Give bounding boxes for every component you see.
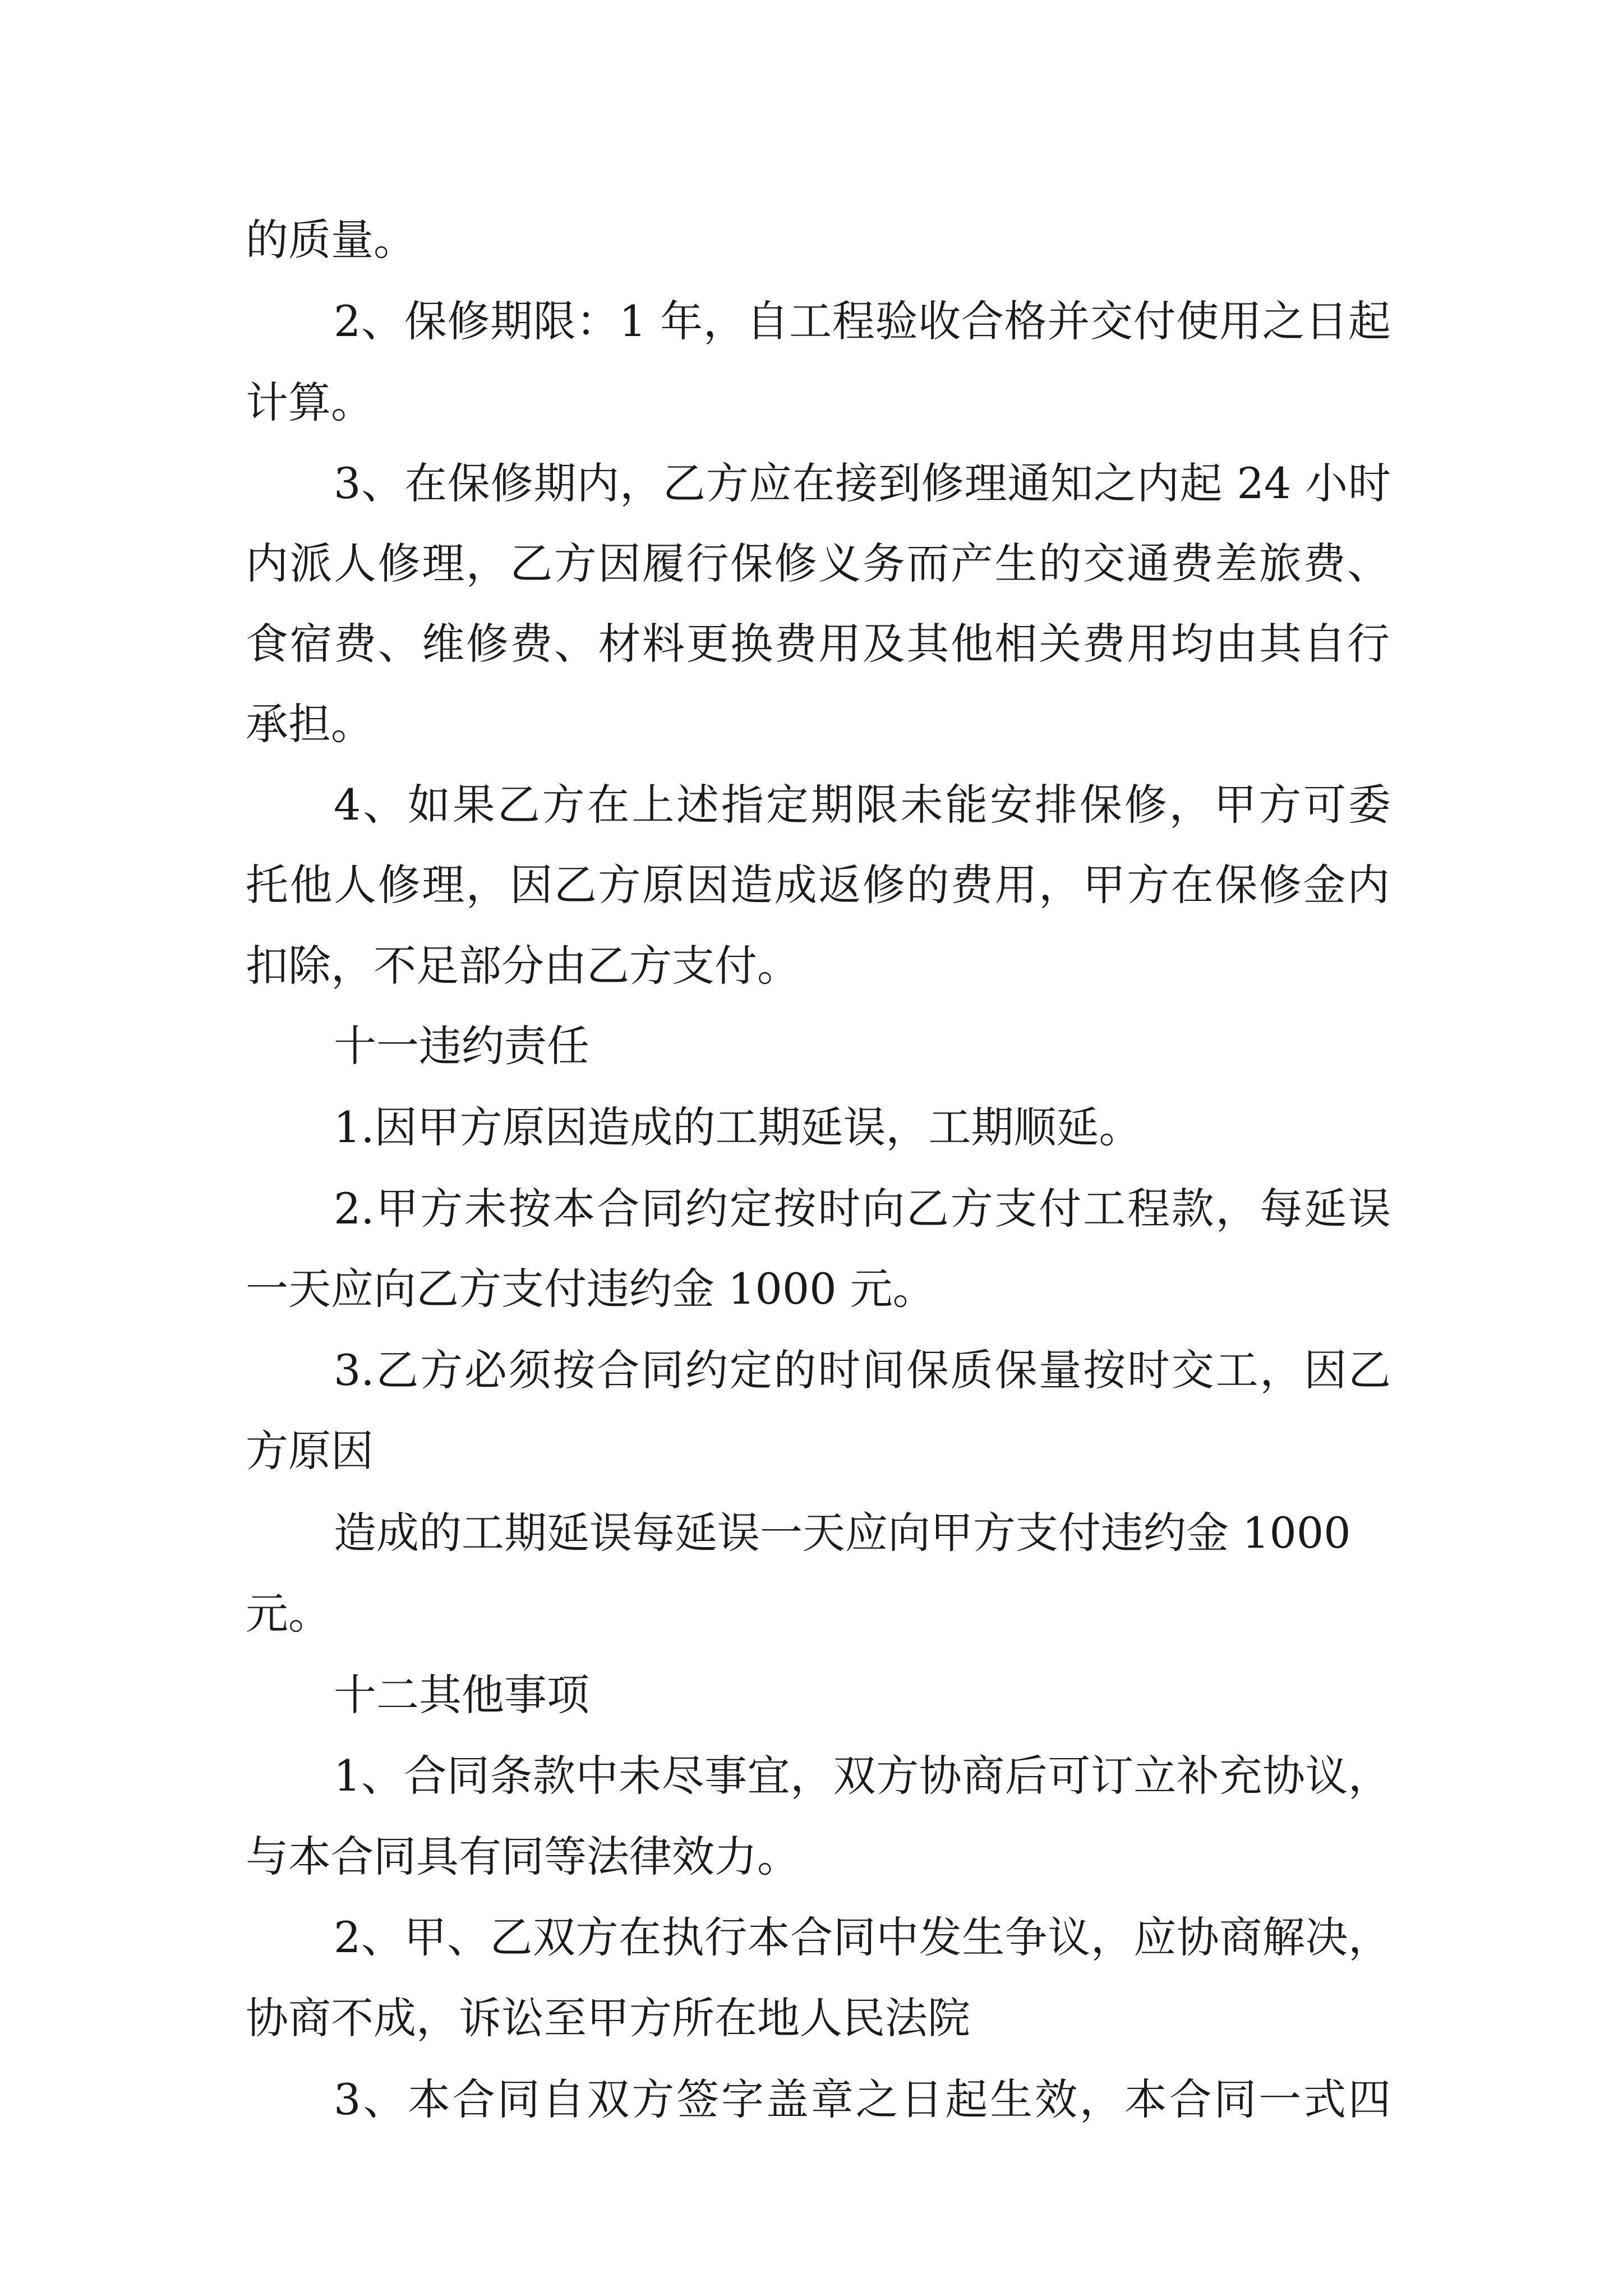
text-line: 扣除，不足部分由乙方支付。 [246,941,800,991]
text-line: 承担。 [246,699,374,749]
text-line: 2.甲方未按本合同约定按时向乙方支付工程款，每延误 [334,1184,1391,1234]
text-line: 一天应向乙方支付违约金 1000 元。 [246,1264,935,1314]
section-heading: 十一违约责任 [334,1021,589,1071]
text-line: 3.乙方必须按合同约定的时间保质保量按时交工，因乙 [334,1345,1391,1395]
text-line: 2、甲、乙双方在执行本合同中发生争议，应协商解决， [334,1912,1391,1962]
text-line: 托他人修理，因乙方原因造成返修的费用，甲方在保修金内 [246,860,1390,910]
text-line: 1、合同条款中未尽事宜，双方协商后可订立补充协议， [334,1751,1391,1801]
text-line: 3、在保修期内，乙方应在接到修理通知之内起 24 小时 [334,458,1391,508]
text-line: 2、保修期限：1 年，自工程验收合格并交付使用之日起 [334,296,1391,346]
text-line: 元。 [246,1589,331,1639]
text-line: 3、本合同自双方签字盖章之日起生效，本合同一式四 [334,2074,1391,2124]
section-heading: 十二其他事项 [334,1670,589,1720]
text-line: 1.因甲方原因造成的工期延误，工期顺延。 [334,1102,1142,1152]
text-line: 食宿费、维修费、材料更换费用及其他相关费用均由其自行 [246,619,1390,669]
text-line: 内派人修理，乙方因履行保修义务而产生的交通费差旅费、 [246,539,1390,588]
text-line: 协商不成，诉讼至甲方所在地人民法院 [246,1993,970,2043]
text-line: 与本合同具有同等法律效力。 [246,1832,800,1881]
text-line: 计算。 [246,378,374,427]
text-line: 方原因 [246,1426,374,1476]
text-line: 造成的工期延误每延误一天应向甲方支付违约金 1000 [334,1508,1351,1558]
text-line: 4、如果乙方在上述指定期限未能安排保修，甲方可委 [334,780,1391,830]
text-line: 的质量。 [246,215,416,265]
